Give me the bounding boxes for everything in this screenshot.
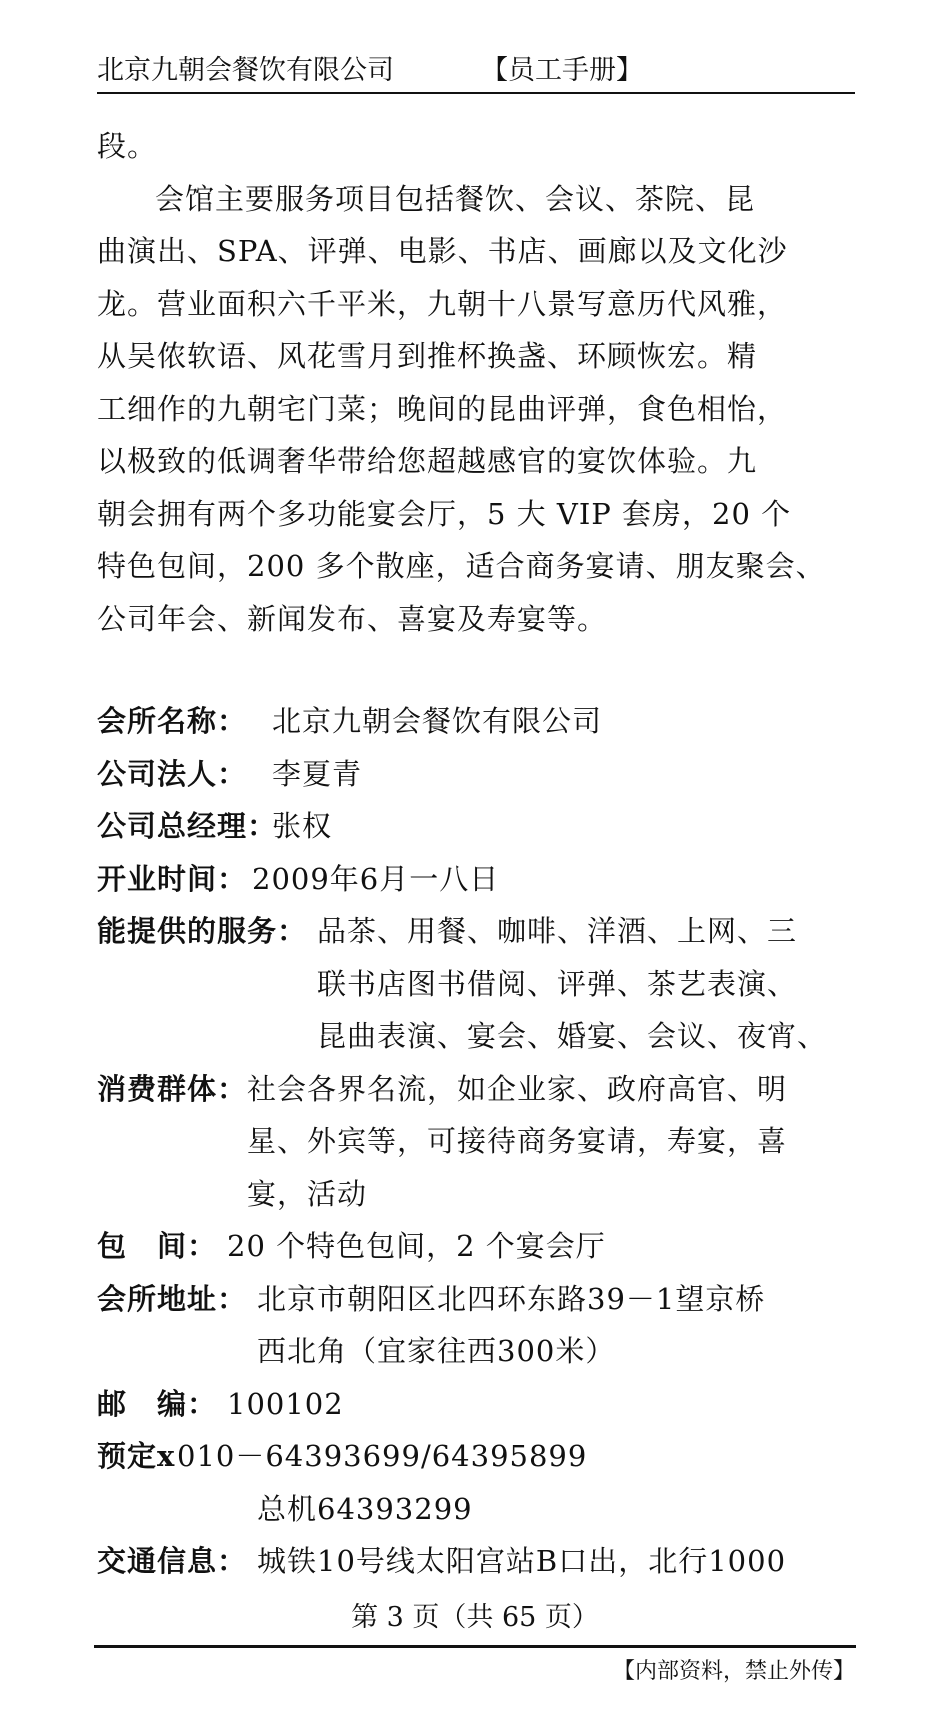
- info-label: 会所名称：: [97, 704, 248, 738]
- paragraph-line: 从吴侬软语、风花雪月到推杯换盏、环顾恢宏。精: [97, 339, 758, 373]
- header-company-name: 北京九朝会餐饮有限公司: [97, 55, 394, 86]
- info-label: 公司法人：: [97, 756, 248, 791]
- info-row-transport: [97, 1535, 867, 1588]
- paragraph-line: 曲演出、SPA、评弹、电影、书店、画廊以及文化沙: [97, 234, 788, 268]
- header-manual-title: 【员工手册】: [481, 55, 643, 86]
- info-label: 交通信息：: [97, 1544, 248, 1578]
- info-row-opening-date: [97, 853, 867, 906]
- info-row-customers: [97, 1063, 867, 1221]
- info-value: 城铁10号线太阳宫站B口出，北行1000: [257, 1544, 787, 1578]
- info-row-services: [97, 905, 867, 1063]
- info-label: 预定x: [97, 1439, 176, 1473]
- page-number: 第 3 页（共 65 页）: [351, 1602, 599, 1633]
- paragraph-line: 特色包间，200 多个散座，适合商务宴请、朋友聚会、: [97, 549, 826, 583]
- info-value: 20 个特色包间，2 个宴会厅: [227, 1229, 606, 1263]
- section-spacer: [97, 645, 867, 695]
- paragraph-line: 以极致的低调奢华带给您超越感官的宴饮体验。九: [97, 444, 758, 478]
- paragraph-line: 工细作的九朝宅门菜；晚间的昆曲评弹，食色相怡，: [97, 391, 788, 426]
- info-row-legal-person: [97, 748, 867, 801]
- paragraph-line: 朝会拥有两个多功能宴会厅，5 大 VIP 套房，20 个: [97, 496, 792, 531]
- info-value: 张权: [272, 809, 333, 843]
- company-info-list: [97, 695, 867, 1588]
- info-value: 品茶、用餐、咖啡、洋酒、上网、三 联书店图书借阅、评弹、茶艺表演、 昆曲表演、宴会、婚宴、会议、夜宵、: [317, 914, 828, 1053]
- paragraph-line: 龙。营业面积六千平米，九朝十八景写意历代风雅，: [97, 286, 788, 321]
- paragraph-line: 会馆主要服务项目包括餐饮、会议、茶院、昆: [155, 181, 756, 216]
- intro-paragraph: [97, 173, 867, 646]
- info-value: 010－64393699/64395899 总机64393299: [177, 1439, 588, 1526]
- info-value: 李夏青: [272, 756, 363, 791]
- info-value: 社会各界名流，如企业家、政府高官、明 星、外宾等，可接待商务宴请，寿宴，喜 宴，活动: [247, 1071, 788, 1211]
- document-body: [97, 120, 867, 1588]
- page-header: [97, 50, 855, 94]
- info-row-private-rooms: [97, 1220, 867, 1273]
- info-label: 开业时间：: [97, 861, 248, 896]
- info-label: 包 间：: [97, 1229, 218, 1263]
- info-value: 北京市朝阳区北四环东路39－1望京桥 西北角（宜家往西300米）: [257, 1281, 766, 1368]
- info-value: 100102: [227, 1386, 344, 1421]
- paragraph-line: 公司年会、新闻发布、喜宴及寿宴等。: [97, 601, 608, 636]
- footer-divider: [94, 1645, 856, 1648]
- info-label: 会所地址：: [97, 1281, 248, 1316]
- continued-fragment: 段。: [97, 129, 158, 163]
- info-label: 公司总经理：: [97, 809, 278, 843]
- info-label: 消费群体：: [97, 1071, 248, 1106]
- info-row-general-manager: [97, 800, 867, 853]
- info-value: 2009年6月一八日: [252, 861, 500, 896]
- confidential-notice: 【内部资料，禁止外传】: [612, 1659, 855, 1684]
- info-row-club-name: [97, 695, 867, 748]
- info-label: 能提供的服务：: [97, 914, 308, 948]
- info-row-postcode: [97, 1378, 867, 1431]
- info-label: 邮 编：: [97, 1386, 218, 1421]
- info-row-reservation: [97, 1430, 867, 1535]
- info-row-address: [97, 1273, 867, 1378]
- info-value: 北京九朝会餐饮有限公司: [272, 704, 603, 738]
